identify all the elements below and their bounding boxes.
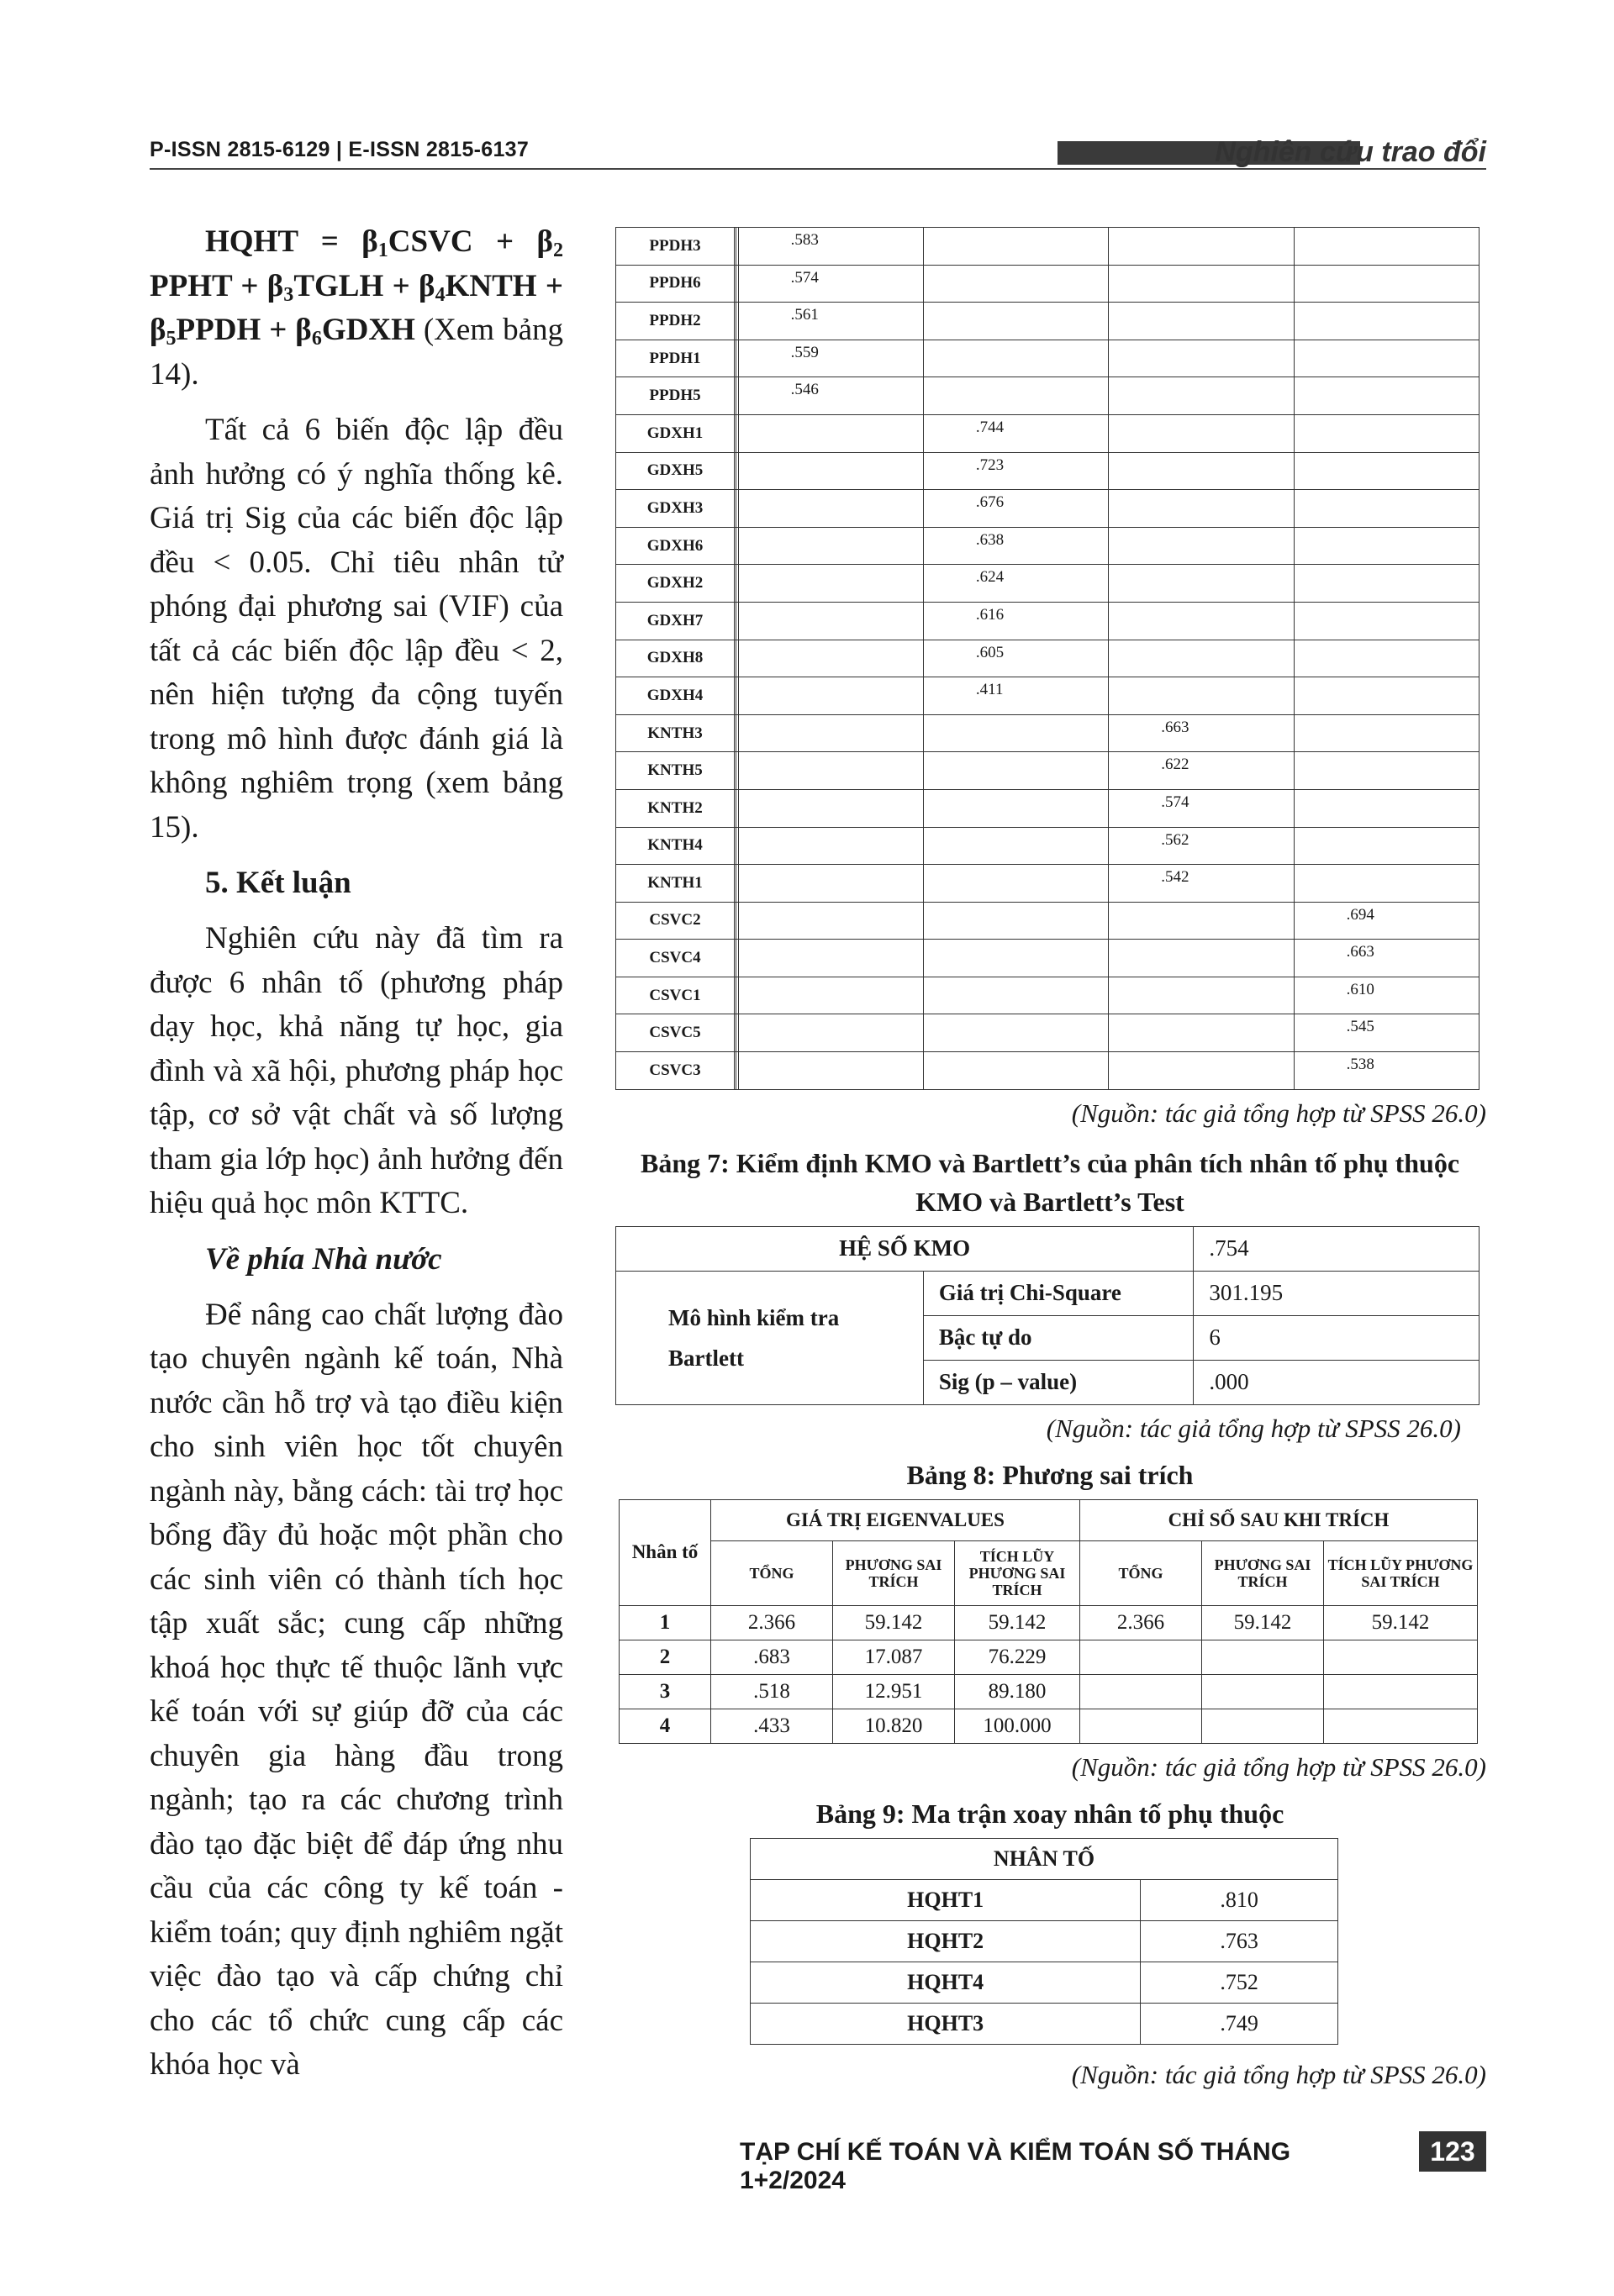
empty-cell	[1294, 602, 1479, 640]
table-row	[616, 377, 1480, 415]
loading-value: .616	[923, 602, 1108, 640]
table8-title: Bảng 8: Phương sai trích	[906, 1459, 1194, 1490]
empty-cell	[1294, 752, 1479, 790]
variable-label: HQHT4	[751, 1962, 1141, 2003]
empty-cell	[1109, 414, 1294, 452]
empty-cell	[1109, 452, 1294, 490]
page-number: 123	[1419, 2131, 1486, 2172]
table-row	[616, 752, 1480, 790]
table7-subtitle: KMO và Bartlett’s Test	[915, 1186, 1184, 1217]
regression-formula: HQHT = $\beta_1CSVC + \beta_2$ PPHT + $\beta_3TGLH$ + $\beta_4KNTH$ + $\beta_5PPDH$ + $\beta_6GDXH$ (Xem bảng 14).	[150, 224, 564, 392]
variable-label: GDXH4	[616, 677, 735, 715]
empty-cell	[738, 677, 923, 715]
empty-cell	[738, 452, 923, 490]
source-note: (Nguồn: tác giả tổng hợp từ SPSS 26.0)	[1046, 1413, 1461, 1443]
variable-label: PPDH6	[616, 265, 735, 303]
empty-cell	[738, 602, 923, 640]
loading-value: .694	[1294, 902, 1479, 940]
variance-value: .683	[711, 1640, 833, 1674]
empty-cell	[1294, 677, 1479, 715]
factor-number: 2	[620, 1640, 711, 1674]
sub-header: PHƯƠNG SAI TRÍCH	[1202, 1540, 1324, 1605]
variable-label: GDXH7	[616, 602, 735, 640]
table-row	[616, 827, 1480, 865]
empty-cell	[923, 1052, 1108, 1090]
variable-label: GDXH5	[616, 452, 735, 490]
variance-value	[1080, 1674, 1202, 1709]
variance-value	[1324, 1640, 1478, 1674]
chi-value: 301.195	[1194, 1271, 1480, 1315]
loading-value: .810	[1141, 1879, 1338, 1920]
issn-label: P-ISSN 2815-6129 | E-ISSN 2815-6137	[150, 138, 530, 161]
variable-label: CSVC1	[616, 977, 735, 1014]
variance-value: 2.366	[1080, 1605, 1202, 1640]
variable-label: KNTH3	[616, 714, 735, 752]
table9-header: NHÂN TỐ	[751, 1838, 1338, 1879]
variable-label: HQHT2	[751, 1920, 1141, 1962]
variable-label: PPDH2	[616, 303, 735, 340]
variance-value: 2.366	[711, 1605, 833, 1640]
variance-value: 17.087	[833, 1640, 955, 1674]
loading-value: .663	[1294, 940, 1479, 977]
loading-value: .545	[1294, 1014, 1479, 1052]
table-row	[620, 1709, 1478, 1743]
variance-value	[1080, 1709, 1202, 1743]
table-row	[616, 228, 1480, 266]
empty-cell	[1109, 902, 1294, 940]
empty-cell	[923, 377, 1108, 415]
table-row	[616, 303, 1480, 340]
empty-cell	[738, 752, 923, 790]
sig-value: .000	[1194, 1360, 1480, 1404]
empty-cell	[1294, 414, 1479, 452]
source-note: (Nguồn: tác giả tổng hợp từ SPSS 26.0)	[1071, 1751, 1486, 1782]
eigen-header: GIÁ TRỊ EIGENVALUES	[711, 1499, 1080, 1540]
variable-label: HQHT1	[751, 1879, 1141, 1920]
empty-cell	[1294, 865, 1479, 903]
source-note: (Nguồn: tác giả tổng hợp từ SPSS 26.0)	[1071, 1098, 1486, 1128]
paragraph: Để nâng cao chất lượng đào tạo chuyên ngành kế toán, Nhà nước cần hỗ trợ và tạo điều kiện cho sinh viên học tốt chuyên ngành này, bằng cách: tài trợ học bổng đầy đủ hoặc một phần cho các sinh viên có thành tích học tập xuất sắc; cung cấp những khoá học thực tế thuộc lãnh vực kế toán với sự giúp đỡ của các chuyên gia hàng đầu trong ngành; tạo ra các chương trình đào tạo đặc biệt để đáp ứng nhu cầu của các công ty kế toán - kiểm toán; quy định nghiêm ngặt việc đào tạo và cấp chứng chỉ cho các tổ chức cung cấp các khóa học và	[150, 1297, 563, 2082]
section-tag: Nghiên cứu trao đổi	[1215, 136, 1486, 168]
variance-value	[1324, 1709, 1478, 1743]
empty-cell	[738, 977, 923, 1014]
sig-label: Sig (p – value)	[923, 1360, 1194, 1404]
empty-cell	[923, 827, 1108, 865]
table7-title: Bảng 7: Kiểm định KMO và Bartlett’s của phân tích nhân tố phụ thuộc	[640, 1147, 1460, 1178]
empty-cell	[1294, 228, 1479, 266]
variance-value	[1202, 1674, 1324, 1709]
variance-value: 59.142	[833, 1605, 955, 1640]
empty-cell	[923, 789, 1108, 827]
empty-cell	[1109, 265, 1294, 303]
variable-label: KNTH2	[616, 789, 735, 827]
empty-cell	[1294, 565, 1479, 603]
variance-table	[619, 1499, 1478, 1744]
empty-cell	[738, 490, 923, 528]
loading-value: .663	[1109, 714, 1294, 752]
table-row	[616, 340, 1480, 377]
loading-value: .411	[923, 677, 1108, 715]
source-note: (Nguồn: tác giả tổng hợp từ SPSS 26.0)	[1071, 2059, 1486, 2089]
loading-value: .624	[923, 565, 1108, 603]
empty-cell	[738, 414, 923, 452]
empty-cell	[1109, 340, 1294, 377]
chi-label: Giá trị Chi-Square	[923, 1271, 1194, 1315]
variable-label: PPDH3	[616, 228, 735, 266]
variance-value: 100.000	[955, 1709, 1080, 1743]
sub-header: TỔNG	[711, 1540, 833, 1605]
sub-header: TÍCH LŨY PHƯƠNG SAI TRÍCH	[955, 1540, 1080, 1605]
empty-cell	[923, 340, 1108, 377]
variable-label: GDXH2	[616, 565, 735, 603]
empty-cell	[738, 714, 923, 752]
bartlett-label: Mô hình kiểm tra Bartlett	[616, 1271, 924, 1404]
paragraph: Tất cả 6 biến độc lập đều ảnh hưởng có ý nghĩa thống kê. Giá trị Sig của các biến độc lập đều < 0.05. Chỉ tiêu nhân tử phóng đại phương sai (VIF) của tất cả các biến độc lập đều < 2, nên hiện tượng đa cộng tuyến trong mô hình được đánh giá là không nghiêm trọng (xem bảng 15).	[150, 413, 563, 845]
empty-cell	[1294, 377, 1479, 415]
empty-cell	[1109, 527, 1294, 565]
dependent-matrix-table	[750, 1838, 1338, 2045]
empty-cell	[738, 827, 923, 865]
empty-cell	[1109, 377, 1294, 415]
loading-value: .583	[738, 228, 923, 266]
variance-value	[1324, 1674, 1478, 1709]
empty-cell	[1109, 490, 1294, 528]
variance-value: .433	[711, 1709, 833, 1743]
sub-header: TÍCH LŨY PHƯƠNG SAI TRÍCH	[1324, 1540, 1478, 1605]
loading-value: .622	[1109, 752, 1294, 790]
page-footer	[740, 2131, 1486, 2194]
variance-value: 59.142	[1324, 1605, 1478, 1640]
table-row	[751, 1962, 1338, 2003]
empty-cell	[1109, 677, 1294, 715]
table-row	[616, 1052, 1480, 1090]
empty-cell	[1294, 789, 1479, 827]
empty-cell	[1294, 527, 1479, 565]
empty-cell	[738, 940, 923, 977]
loading-value: .605	[923, 640, 1108, 677]
extract-header: CHỈ SỐ SAU KHI TRÍCH	[1080, 1499, 1478, 1540]
table-row	[751, 2003, 1338, 2044]
variance-value: 10.820	[833, 1709, 955, 1743]
formula-ref: (Xem bảng 14).	[150, 313, 564, 392]
loading-value: .559	[738, 340, 923, 377]
table-row	[616, 902, 1480, 940]
loading-value: .752	[1141, 1962, 1338, 2003]
empty-cell	[923, 940, 1108, 977]
empty-cell	[1294, 640, 1479, 677]
table-row	[751, 1879, 1338, 1920]
empty-cell	[1109, 1052, 1294, 1090]
factor-number: 4	[620, 1709, 711, 1743]
variance-value: 59.142	[1202, 1605, 1324, 1640]
variance-value	[1080, 1640, 1202, 1674]
empty-cell	[1109, 940, 1294, 977]
loading-value: .542	[1109, 865, 1294, 903]
empty-cell	[738, 527, 923, 565]
empty-cell	[738, 1014, 923, 1052]
table-row	[616, 452, 1480, 490]
variable-label: CSVC4	[616, 940, 735, 977]
variable-label: HQHT3	[751, 2003, 1141, 2044]
table-row	[616, 940, 1480, 977]
variable-label: GDXH1	[616, 414, 735, 452]
loading-value: .574	[738, 265, 923, 303]
variable-label: KNTH1	[616, 865, 735, 903]
empty-cell	[1109, 602, 1294, 640]
page-header	[150, 133, 1486, 183]
table-row	[616, 789, 1480, 827]
empty-cell	[738, 640, 923, 677]
empty-cell	[1294, 452, 1479, 490]
table-row	[616, 414, 1480, 452]
variable-label: GDXH3	[616, 490, 735, 528]
empty-cell	[738, 789, 923, 827]
table-row	[616, 677, 1480, 715]
empty-cell	[1109, 565, 1294, 603]
table-row	[620, 1674, 1478, 1709]
empty-cell	[923, 303, 1108, 340]
header-rule	[150, 168, 1486, 170]
df-value: 6	[1194, 1315, 1480, 1360]
empty-cell	[1294, 265, 1479, 303]
loading-value: .723	[923, 452, 1108, 490]
loading-value: .574	[1109, 789, 1294, 827]
loading-value: .763	[1141, 1920, 1338, 1962]
variable-label: CSVC3	[616, 1052, 735, 1090]
empty-cell	[923, 265, 1108, 303]
table-row	[616, 527, 1480, 565]
variable-label: KNTH5	[616, 752, 735, 790]
empty-cell	[923, 228, 1108, 266]
right-column	[614, 227, 1486, 2090]
empty-cell	[923, 977, 1108, 1014]
empty-cell	[1109, 640, 1294, 677]
kmo-table	[615, 1226, 1480, 1405]
empty-cell	[1294, 827, 1479, 865]
loading-value: .744	[923, 414, 1108, 452]
sub-header: TỔNG	[1080, 1540, 1202, 1605]
variable-label: GDXH8	[616, 640, 735, 677]
loading-value: .610	[1294, 977, 1479, 1014]
loading-value: .562	[1109, 827, 1294, 865]
empty-cell	[1294, 303, 1479, 340]
df-label: Bậc tự do	[923, 1315, 1194, 1360]
empty-cell	[1109, 1014, 1294, 1052]
empty-cell	[923, 865, 1108, 903]
loading-value: .676	[923, 490, 1108, 528]
empty-cell	[1109, 977, 1294, 1014]
table-row	[616, 865, 1480, 903]
empty-cell	[738, 902, 923, 940]
table-row	[616, 977, 1480, 1014]
empty-cell	[923, 714, 1108, 752]
variable-label: CSVC5	[616, 1014, 735, 1052]
kmo-value: .754	[1194, 1226, 1480, 1271]
variance-value: 89.180	[955, 1674, 1080, 1709]
empty-cell	[923, 902, 1108, 940]
kmo-label: HỆ SỐ KMO	[616, 1226, 1194, 1271]
variable-label: PPDH5	[616, 377, 735, 415]
table-caption	[614, 1144, 1486, 1221]
table-row	[616, 490, 1480, 528]
factor-header: Nhân tố	[620, 1499, 711, 1605]
empty-cell	[738, 1052, 923, 1090]
subsection-heading: Về phía Nhà nước	[205, 1241, 442, 1277]
loading-value: .546	[738, 377, 923, 415]
variable-label: PPDH1	[616, 340, 735, 377]
variance-value	[1202, 1709, 1324, 1743]
table-row	[616, 714, 1480, 752]
table-row	[616, 565, 1480, 603]
table-row	[616, 1014, 1480, 1052]
journal-name: TẠP CHÍ KẾ TOÁN VÀ KIỂM TOÁN SỐ THÁNG 1+2/2024	[740, 2138, 1291, 2194]
variance-value: 76.229	[955, 1640, 1080, 1674]
empty-cell	[738, 865, 923, 903]
empty-cell	[1294, 490, 1479, 528]
variable-label: CSVC2	[616, 902, 735, 940]
factor-number: 3	[620, 1674, 711, 1709]
empty-cell	[923, 1014, 1108, 1052]
table-row	[616, 265, 1480, 303]
table-row	[751, 1920, 1338, 1962]
empty-cell	[1294, 340, 1479, 377]
sub-header: PHƯƠNG SAI TRÍCH	[833, 1540, 955, 1605]
table-row	[616, 602, 1480, 640]
variable-label: KNTH4	[616, 827, 735, 865]
empty-cell	[1294, 714, 1479, 752]
loading-value: .749	[1141, 2003, 1338, 2044]
empty-cell	[1109, 303, 1294, 340]
variance-value	[1202, 1640, 1324, 1674]
paragraph: Nghiên cứu này đã tìm ra được 6 nhân tố (phương pháp dạy học, khả năng tự học, gia đình và xã hội, phương pháp học tập, cơ sở vật chất và số lượng tham gia lớp học) ảnh hưởng đến hiệu quả học môn KTTC.	[150, 921, 563, 1220]
table-row	[616, 640, 1480, 677]
empty-cell	[738, 565, 923, 603]
variance-value: 12.951	[833, 1674, 955, 1709]
loading-value: .638	[923, 527, 1108, 565]
variable-label: GDXH6	[616, 527, 735, 565]
table-row	[620, 1605, 1478, 1640]
variance-value: 59.142	[955, 1605, 1080, 1640]
table-row	[620, 1640, 1478, 1674]
rotated-matrix-table	[615, 227, 1480, 1090]
variance-value: .518	[711, 1674, 833, 1709]
factor-number: 1	[620, 1605, 711, 1640]
section-heading: 5. Kết luận	[205, 866, 351, 900]
loading-value: .561	[738, 303, 923, 340]
empty-cell	[1109, 228, 1294, 266]
empty-cell	[923, 752, 1108, 790]
left-column	[150, 220, 563, 2099]
table9-title: Bảng 9: Ma trận xoay nhân tố phụ thuộc	[815, 1798, 1284, 1829]
loading-value: .538	[1294, 1052, 1479, 1090]
